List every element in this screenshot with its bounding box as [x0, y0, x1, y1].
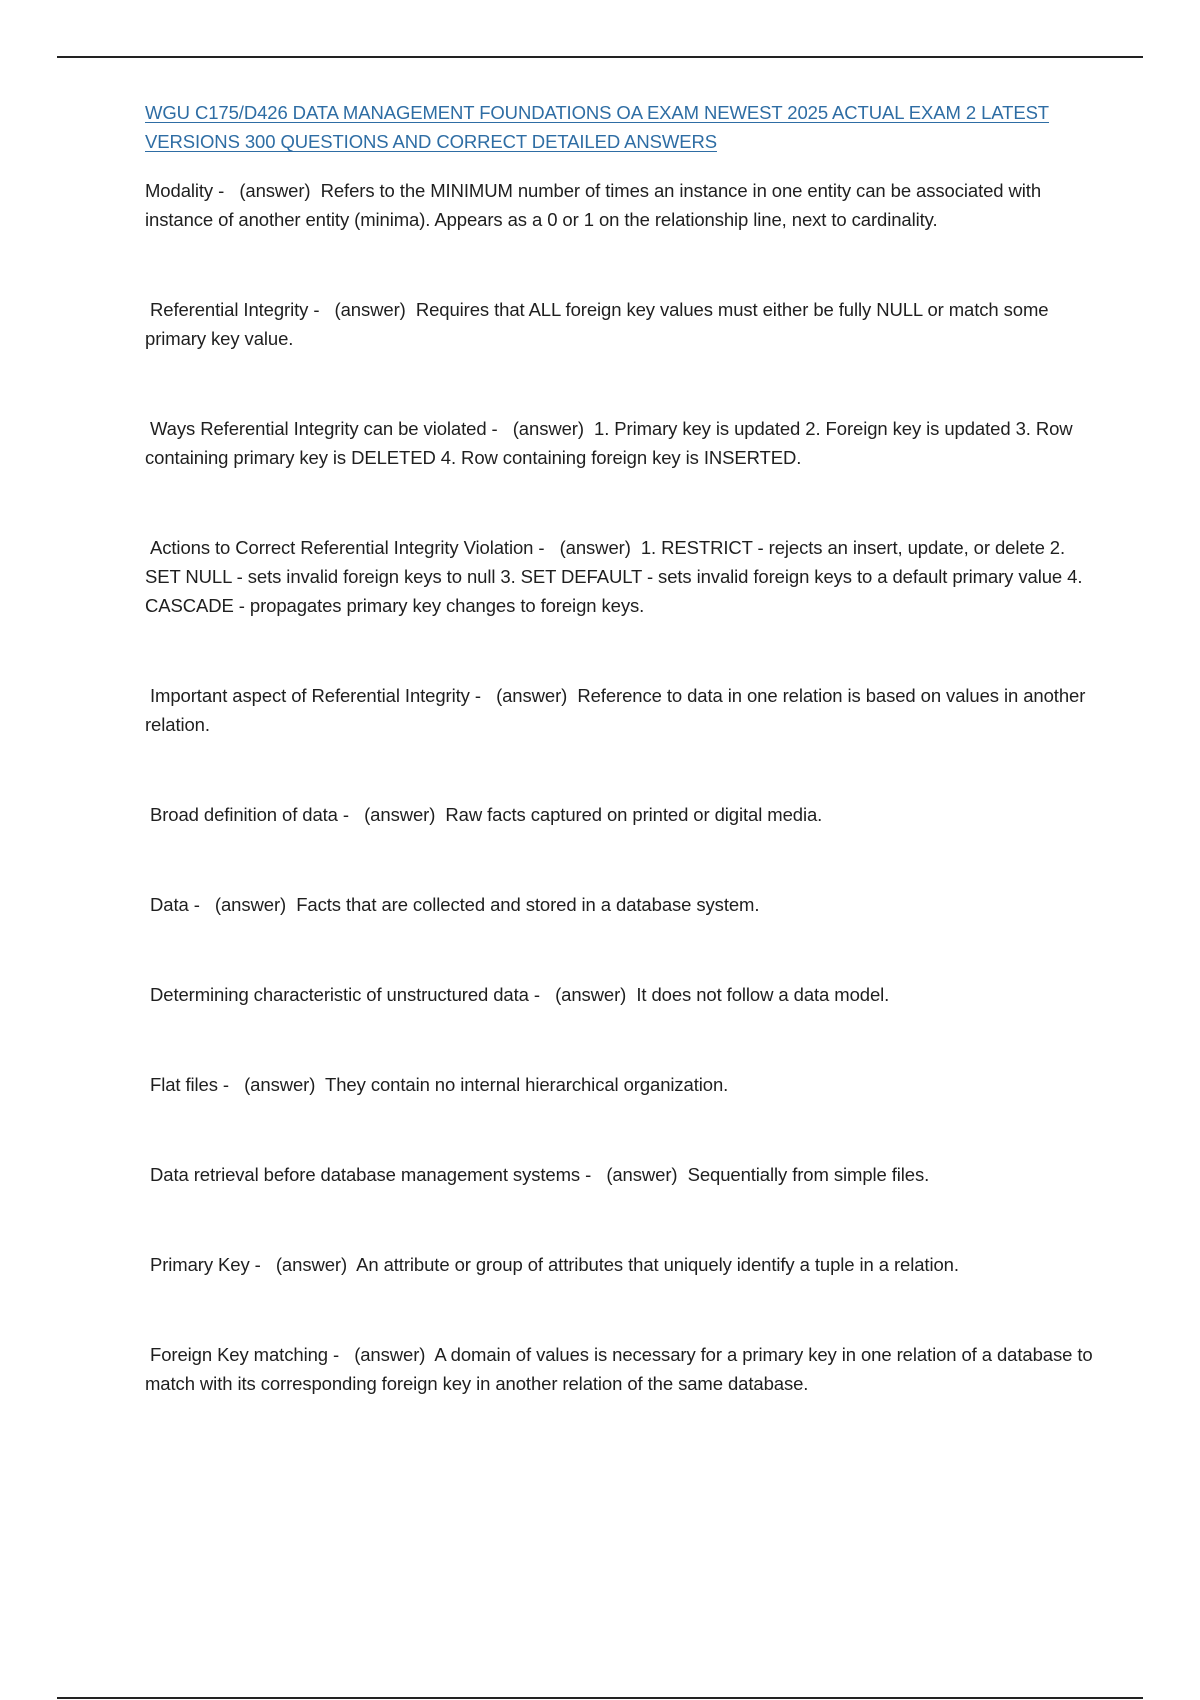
qa-term: Data: [150, 894, 189, 915]
qa-term: Flat files: [150, 1074, 218, 1095]
answer-tag: (answer): [555, 984, 627, 1005]
answer-tag: (answer): [512, 418, 584, 439]
qa-item-primary-key: Primary Key - (answer) An attribute or group of attributes that uniquely identify a tuple in a relation.: [150, 1254, 959, 1275]
qa-term: Modality: [145, 180, 214, 201]
qa-item-data: Data - (answer) Facts that are collected and stored in a database system.: [150, 894, 760, 915]
answer-tag: (answer): [364, 804, 436, 825]
answer-tag: (answer): [496, 685, 568, 706]
qa-answer: 1. Primary key is updated 2. Foreign key is updated 3. Row containing primary key is DELETED 4. Row containing foreign key is INSERTED.: [145, 418, 1073, 468]
qa-answer: An attribute or group of attributes that uniquely identify a tuple in a relation.: [356, 1254, 959, 1275]
qa-answer: A domain of values is necessary for a primary key in one relation of a database to match with its corresponding foreign key in another relation of the same database.: [145, 1344, 1093, 1394]
document-body: [145, 98, 1095, 1398]
qa-answer: Refers to the MINIMUM number of times an instance in one entity can be associated with instance of another entity (minima). Appears as a 0 or 1 on the relationship line, next to cardinality.: [145, 180, 1042, 230]
qa-answer: Reference to data in one relation is based on values in another relation.: [145, 685, 1086, 735]
qa-item-data-retrieval: Data retrieval before database management systems - (answer) Sequentially from simple files.: [150, 1164, 930, 1185]
answer-tag: (answer): [606, 1164, 678, 1185]
qa-item-ways-violated: Ways Referential Integrity can be violated - (answer) 1. Primary key is updated 2. Foreign key is updated 3. Row containing primary key is DELETED 4. Row containing foreign key is INSERTED.: [145, 418, 1073, 468]
qa-answer: 1. RESTRICT - rejects an insert, update, or delete 2. SET NULL - sets invalid foreign keys to null 3. SET DEFAULT - sets invalid foreign keys to a default primary value 4. CASCADE - propagates primary key changes to foreign keys.: [145, 537, 1083, 616]
qa-answer: It does not follow a data model.: [636, 984, 890, 1005]
qa-term: Data retrieval before database management systems: [150, 1164, 581, 1185]
qa-item-modality: Modality - (answer) Refers to the MINIMUM number of times an instance in one entity can be associated with instance of another entity (minima). Appears as a 0 or 1 on the relationship line, next to cardinality.: [145, 180, 1042, 230]
qa-item-foreign-key-matching: Foreign Key matching - (answer) A domain of values is necessary for a primary key in one relation of a database to match with its corresponding foreign key in another relation of the same database.: [145, 1344, 1093, 1394]
answer-tag: (answer): [354, 1344, 426, 1365]
qa-item-important-aspect: Important aspect of Referential Integrity - (answer) Reference to data in one relation is based on values in another relation.: [145, 685, 1086, 735]
qa-answer: Raw facts captured on printed or digital media.: [445, 804, 823, 825]
qa-term: Primary Key: [150, 1254, 250, 1275]
qa-item-actions-to-correct: Actions to Correct Referential Integrity Violation - (answer) 1. RESTRICT - rejects an insert, update, or delete 2. SET NULL - sets invalid foreign keys to null 3. SET DEFAULT - sets invalid foreign keys to a default primary value 4. CASCADE - propagates primary key changes to foreign keys.: [145, 537, 1083, 616]
qa-term: Ways Referential Integrity can be violated: [150, 418, 487, 439]
answer-tag: (answer): [214, 894, 287, 915]
qa-term: Important aspect of Referential Integrity: [150, 685, 470, 706]
qa-item-broad-definition: Broad definition of data - (answer) Raw facts captured on printed or digital media.: [150, 804, 823, 825]
qa-item-flat-files: Flat files - (answer) They contain no internal hierarchical organization.: [150, 1074, 729, 1095]
header-rule: [57, 56, 1143, 58]
footer-rule: [57, 1697, 1143, 1699]
qa-answer: Requires that ALL foreign key values must either be fully NULL or match some primary key value.: [145, 299, 1049, 349]
qa-item-referential-integrity: Referential Integrity - (answer) Requires that ALL foreign key values must either be fully NULL or match some primary key value.: [145, 299, 1049, 349]
qa-term: Foreign Key matching: [150, 1344, 328, 1365]
qa-answer: Facts that are collected and stored in a database system.: [296, 894, 760, 915]
qa-answer: Sequentially from simple files.: [687, 1164, 930, 1185]
answer-tag: (answer): [239, 180, 311, 201]
qa-answer: They contain no internal hierarchical organization.: [325, 1074, 729, 1095]
qa-item-unstructured-data: Determining characteristic of unstructured data - (answer) It does not follow a data model.: [150, 984, 890, 1005]
answer-tag: (answer): [559, 537, 631, 558]
qa-term: Referential Integrity: [150, 299, 309, 320]
answer-tag: (answer): [334, 299, 406, 320]
qa-list: [145, 176, 1095, 1398]
answer-tag: (answer): [275, 1254, 348, 1275]
answer-tag: (answer): [244, 1074, 316, 1095]
document-title-link[interactable]: WGU C175/D426 DATA MANAGEMENT FOUNDATIONS OA EXAM NEWEST 2025 ACTUAL EXAM 2 LATEST VERSIONS 300 QUESTIONS AND CORRECT DETAILED ANSWERS: [145, 102, 1050, 152]
qa-term: Actions to Correct Referential Integrity Violation: [150, 537, 534, 558]
qa-term: Determining characteristic of unstructured data: [150, 984, 529, 1005]
qa-term: Broad definition of data: [150, 804, 338, 825]
